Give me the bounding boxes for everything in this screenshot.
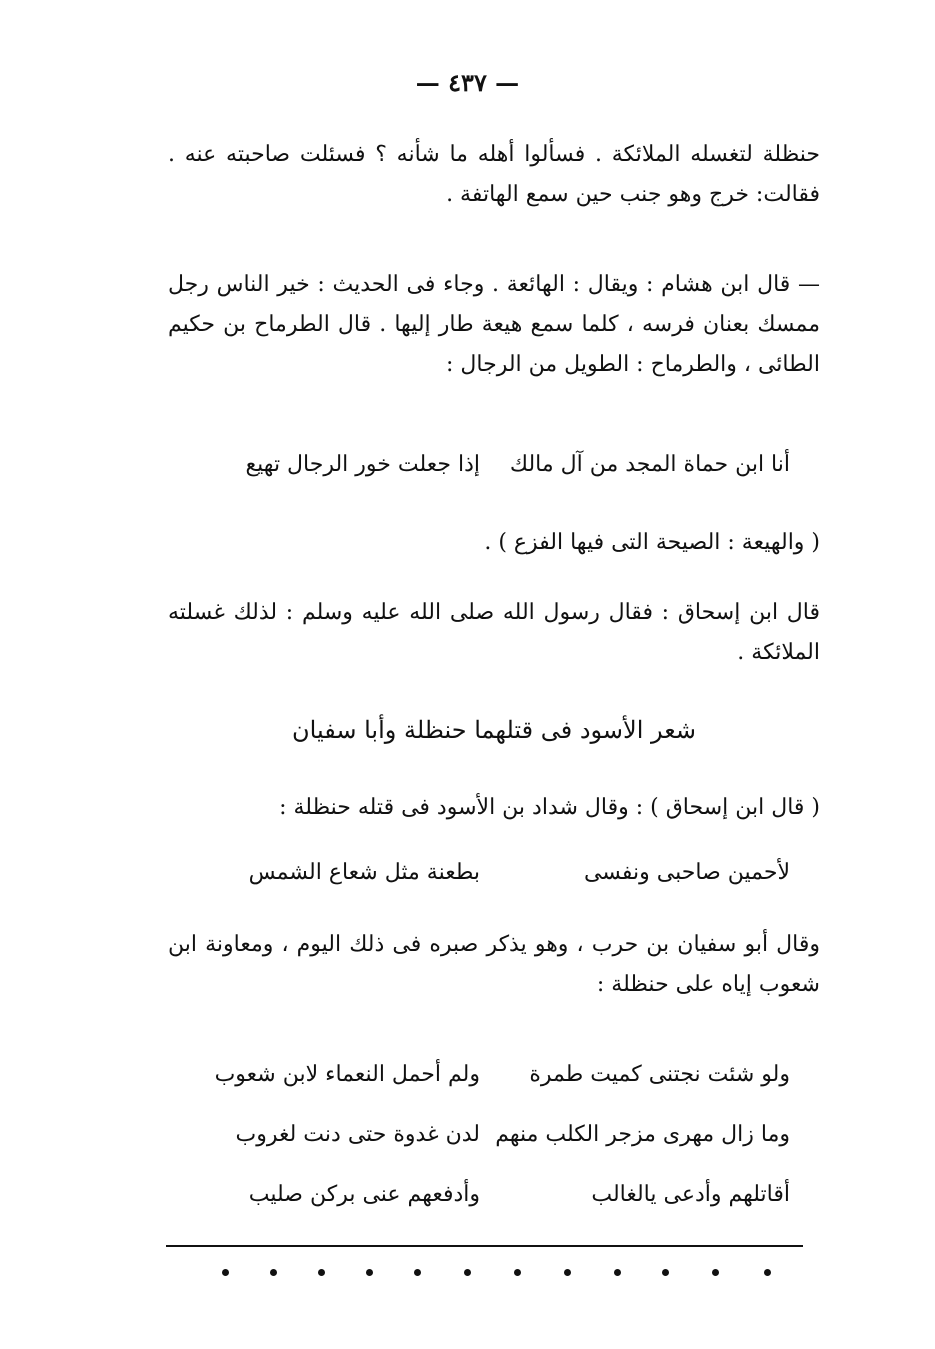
verse-second-hemistich: ولم أحمل النعماء لابن شعوب [214, 1062, 480, 1087]
paragraph-ibn-hisham-note: — قال ابن هشام : ويقال : الهائعة . وجاء فى الحديث : خير الناس رجل ممسك بعنان فرسه ، كلما سمع هيعة طار إليها . قال الطرماح بن حكيم الطائى ، والطرماح : الطويل من الرجال : [168, 272, 820, 377]
section-heading: شعر الأسود فى قتلهما حنظلة وأبا سفيان [292, 716, 696, 744]
footer-dot [414, 1269, 421, 1276]
verse-second-hemistich: إذا جعلت خور الرجال تهيع [245, 452, 480, 477]
verse-first-hemistich: ولو شئت نجتنى كميت طمرة [529, 1062, 790, 1087]
verse-first-hemistich: أنا ابن حماة المجد من آل مالك [509, 452, 790, 477]
footer-dot [712, 1269, 719, 1276]
verse-second-hemistich: لدن غدوة حتى دنت لغروب [235, 1122, 480, 1147]
verse-shaddad [190, 853, 790, 893]
verse-tirimmah [190, 445, 790, 485]
verse-first-hemistich: لأحمين صاحبى ونفسى [583, 860, 790, 885]
verse-abu-sufyan-1 [190, 1055, 790, 1095]
verse-second-hemistich: بطعنة مثل شعاع الشمس [248, 860, 480, 885]
footer-rule [166, 1245, 803, 1247]
verse-abu-sufyan-3 [190, 1175, 790, 1215]
paragraph-hayah-definition: ( والهيعة : الصيحة التى فيها الفزع ) . [484, 530, 820, 555]
footer-dot [514, 1269, 521, 1276]
page-number: — ٤٣٧ — [415, 68, 520, 97]
footer-dot [270, 1269, 277, 1276]
footer-dot [564, 1269, 571, 1276]
paragraph-shaddad: ( قال ابن إسحاق ) : وقال شداد بن الأسود فى قتله حنظلة : [279, 795, 820, 820]
footer-dot [464, 1269, 471, 1276]
footer-dot [366, 1269, 373, 1276]
paragraph-ibn-ishaq-angels: قال ابن إسحاق : فقال رسول الله صلى الله عليه وسلم : لذلك غسلته الملائكة . [168, 600, 820, 665]
footer-dots [200, 1263, 800, 1283]
paragraph-hanzala-washing: حنظلة لتغسله الملائكة . فسألوا أهله ما شأنه ؟ فسئلت صاحبته عنه . فقالت: خرج وهو جنب حين سمع الهاتفة . [168, 142, 820, 207]
footer-dot [614, 1269, 621, 1276]
verse-first-hemistich: وما زال مهرى مزجر الكلب منهم [495, 1122, 790, 1147]
verse-abu-sufyan-2 [190, 1115, 790, 1155]
verse-first-hemistich: أقاتلهم وأدعى يالغالب [591, 1182, 790, 1207]
footer-dot [318, 1269, 325, 1276]
footer-dot [764, 1269, 771, 1276]
verse-second-hemistich: وأدفعهم عنى بركن صليب [248, 1182, 480, 1207]
paragraph-abu-sufyan: وقال أبو سفيان بن حرب ، وهو يذكر صبره فى ذلك اليوم ، ومعاونة ابن شعوب إياه على حنظلة : [168, 932, 820, 997]
footer-dot [222, 1269, 229, 1276]
footer-dot [662, 1269, 669, 1276]
